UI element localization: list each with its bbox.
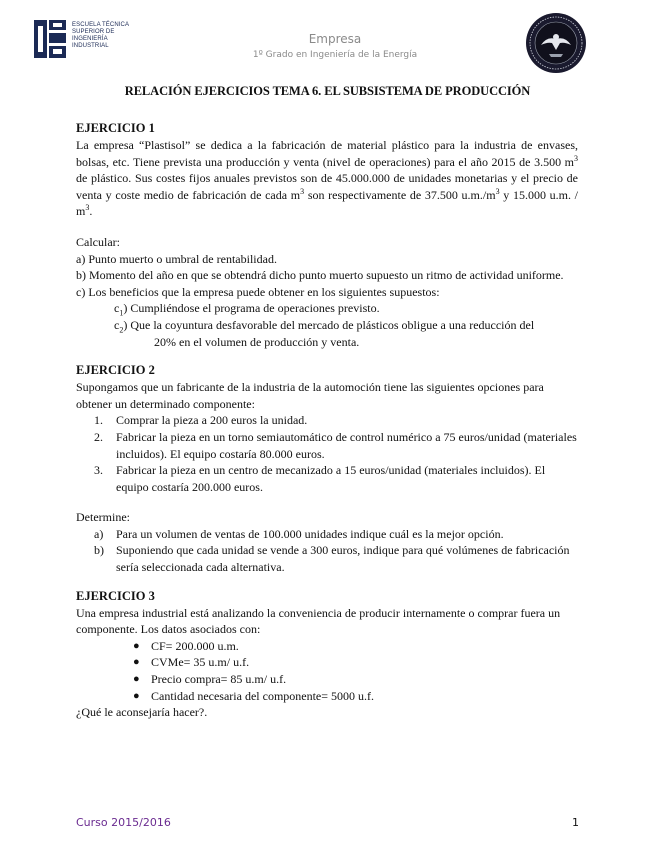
sub-question-item xyxy=(76,300,578,317)
superscript-3: 3 xyxy=(85,203,90,213)
list-item xyxy=(76,671,578,688)
list-text: Para un volumen de ventas de 100.000 unidades indique cuál es la mejor opción. xyxy=(116,526,504,541)
university-seal-icon xyxy=(525,12,587,74)
exercise-statement xyxy=(76,137,578,220)
bullet-icon: ● xyxy=(133,673,140,686)
page-header xyxy=(170,32,500,61)
question-item: a) Punto muerto o umbral de rentabilidad. xyxy=(76,251,277,266)
statement-text: La empresa “Plastisol” se dedica a la fabricación de material plástico para la industria de envases, bolsas, etc. Tiene prevista una producción y venta (nivel de operaciones) para el año 2015 de 3.500 m xyxy=(76,138,578,169)
list-text: Fabricar la pieza en un torno semiautomático de control numérico a 75 euros/unidad (materiales incluidos). El equipo costaría 80.000 euros. xyxy=(116,429,577,461)
list-number: 3. xyxy=(94,463,103,478)
sub-question-label: c xyxy=(114,317,120,332)
school-name-line: INGENIERÍA xyxy=(72,36,108,42)
document-title: RELACIÓN EJERCICIOS TEMA 6. EL SUBSISTEMA DE PRODUCCIÓN xyxy=(124,84,531,98)
list-item xyxy=(76,542,578,575)
statement-text: y 15.000 u.m. / m xyxy=(76,187,579,219)
list-letter: a) xyxy=(94,526,104,541)
statement-text: . xyxy=(89,204,93,219)
list-item xyxy=(76,526,578,543)
subscript-2: 2 xyxy=(119,325,124,335)
list-text: Comprar la pieza a 200 euros la unidad. xyxy=(116,413,308,428)
list-item xyxy=(76,638,578,655)
sub-question-label: c xyxy=(114,301,120,316)
question-prompt: Determine: xyxy=(76,510,130,525)
sub-question-text: ) Que la coyuntura desfavorable del mercado de plásticos obligue a una reducción del xyxy=(123,317,535,332)
bullet-icon: ● xyxy=(133,639,140,652)
superscript-3: 3 xyxy=(300,186,305,196)
sub-question-text: ) Cumpliéndose el programa de operaciones previsto. xyxy=(123,301,380,316)
list-text: CF= 200.000 u.m. xyxy=(151,638,239,653)
list-number: 1. xyxy=(94,413,103,428)
degree-title: 1º Grado en Ingeniería de la Energía xyxy=(252,50,418,60)
exercise-heading: EJERCICIO 1 xyxy=(76,121,155,135)
course-label: Curso 2015/2016 xyxy=(76,816,171,829)
exercise-list xyxy=(76,120,578,721)
exercise-heading: EJERCICIO 3 xyxy=(76,588,155,603)
question-item: c) Los beneficios que la empresa puede obtener en los siguientes supuestos: xyxy=(76,284,440,299)
list-text: CVMe= 35 u.m/ u.f. xyxy=(151,655,250,670)
subject-title: Empresa xyxy=(308,32,362,46)
list-item xyxy=(76,462,578,495)
list-text: Precio compra= 85 u.m/ u.f. xyxy=(151,672,287,687)
page-number: 1 xyxy=(572,816,579,829)
subscript-1: 1 xyxy=(119,308,124,318)
school-name xyxy=(72,22,152,50)
list-item xyxy=(76,654,578,671)
list-number: 2. xyxy=(94,429,103,444)
list-text: Fabricar la pieza en un centro de mecanizado a 15 euros/unidad (materiales incluidos). El equipo costaría 200.000 euros. xyxy=(116,463,546,494)
superscript-3: 3 xyxy=(574,153,578,163)
sub-question-text: 20% en el volumen de producción y venta. xyxy=(154,334,360,349)
exercise-heading: EJERCICIO 2 xyxy=(76,363,155,378)
list-text: Suponiendo que cada unidad se vende a 300 euros, indique para qué volúmenes de fabricación sería seleccionada cada alternativa. xyxy=(116,543,570,575)
question-prompt: Calcular: xyxy=(76,234,120,249)
list-text: Cantidad necesaria del componente= 5000 u.f. xyxy=(151,688,375,703)
list-item xyxy=(76,429,578,462)
statement-text: son respectivamente de 37.500 u.m./m xyxy=(304,187,496,202)
etsii-logo-icon xyxy=(32,18,68,60)
school-logo xyxy=(32,18,142,62)
bullet-icon: ● xyxy=(133,656,140,669)
superscript-3: 3 xyxy=(495,186,500,196)
question-item: b) Momento del año en que se obtendrá dicho punto muerto supuesto un ritmo de actividad uniforme. xyxy=(76,268,564,283)
exercise-statement: Una empresa industrial está analizando la conveniencia de producir internamente o comprar fuera un componente. Los datos asociados con: xyxy=(76,605,561,637)
list-item xyxy=(76,688,578,705)
statement-text: de plástico. Sus costes fijos anuales previstos son de 45.000.000 de unidades monetarias y el precio de venta y coste medio de fabricación de cada m xyxy=(76,171,578,202)
sub-question-item xyxy=(76,317,578,350)
bullet-icon: ● xyxy=(133,689,140,702)
school-name-line: SUPERIOR DE xyxy=(72,29,115,35)
school-name-line: INDUSTRIAL xyxy=(72,43,109,49)
question-prompt: ¿Qué le aconsejaría hacer?. xyxy=(76,705,208,720)
exercise-statement: Supongamos que un fabricante de la industria de la automoción tiene las siguientes opciones para obtener un determinado componente: xyxy=(76,380,544,411)
list-item xyxy=(76,412,578,429)
school-name-line: ESCUELA TÉCNICA xyxy=(72,22,130,28)
list-letter: b) xyxy=(94,543,104,558)
